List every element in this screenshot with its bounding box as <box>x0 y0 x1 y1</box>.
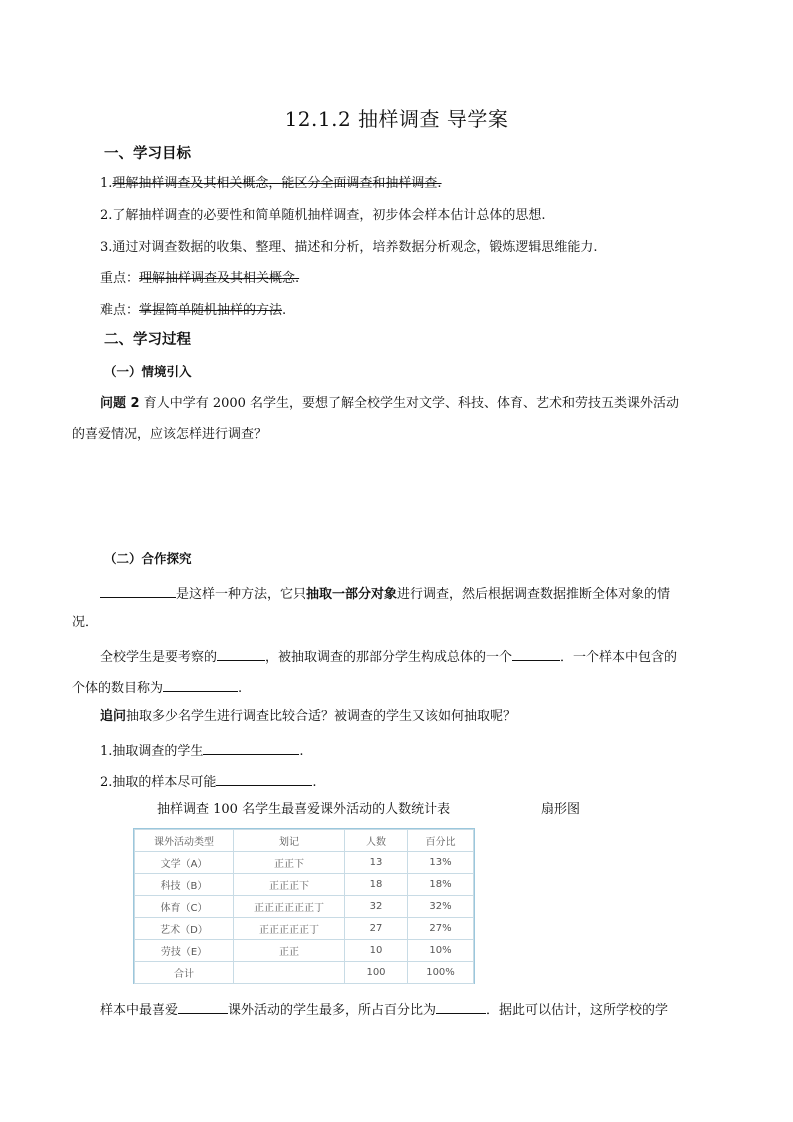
table-header-row <box>135 830 474 852</box>
item-2 <box>100 771 317 792</box>
final-a: 样本中最喜爱 <box>100 1003 179 1018</box>
paragraph-2-line-2 <box>72 677 242 698</box>
table-row <box>135 940 474 962</box>
answer-blank-item-2[interactable] <box>216 771 312 786</box>
statistics-table <box>133 828 475 984</box>
header-activity: 课外活动类型 <box>135 830 234 852</box>
answer-blank-sample-size[interactable] <box>163 677 238 692</box>
final-paragraph <box>100 999 668 1020</box>
cell-activity: 文学（A） <box>135 852 234 874</box>
cell-percent: 10% <box>408 940 474 962</box>
paragraph-1-bold: 抽取一部分对象 <box>306 587 398 602</box>
cell-count: 18 <box>345 874 408 896</box>
cell-tally <box>234 962 345 984</box>
answer-blank-item-1[interactable] <box>203 740 299 755</box>
cell-activity: 科技（B） <box>135 874 234 896</box>
cell-count: 27 <box>345 918 408 940</box>
cell-tally: 正正下 <box>234 852 345 874</box>
follow-up-label: 追问 <box>100 709 127 724</box>
difficulty-text: 掌握简单随机抽样的方法 <box>139 303 283 318</box>
item-2-end: . <box>312 775 317 790</box>
cell-count: 100 <box>345 962 408 984</box>
key-point <box>100 270 299 288</box>
answer-blank-percent[interactable] <box>436 999 486 1014</box>
paragraph-2-c: ．一个样本中包含的 <box>560 650 678 665</box>
cell-tally: 正正 <box>234 940 345 962</box>
goal-2: 2.了解抽样调查的必要性和简单随机抽样调查，初步体会样本估计总体的思想. <box>100 208 546 223</box>
question-2-line-2: 的喜爱情况，应该怎样进行调查？ <box>72 427 268 442</box>
header-tally: 划记 <box>234 830 345 852</box>
follow-up-question <box>100 708 516 726</box>
table-caption: 抽样调查 100 名学生最喜爱课外活动的人数统计表 <box>157 802 451 817</box>
cell-percent: 18% <box>408 874 474 896</box>
cell-tally: 正正正正正丁 <box>234 918 345 940</box>
cell-activity: 艺术（D） <box>135 918 234 940</box>
follow-up-text: 抽取多少名学生进行调查比较合适？被调查的学生又该如何抽取呢？ <box>126 709 517 724</box>
answer-blank-sample[interactable] <box>512 646 560 661</box>
item-1-end: . <box>299 744 304 759</box>
goal-1-text: 理解抽样调查及其相关概念，能区分全面调查和抽样调查. <box>112 176 442 191</box>
section-heading-goals: 一、学习目标 <box>104 146 191 162</box>
cell-count: 10 <box>345 940 408 962</box>
cell-tally: 正正正下 <box>234 874 345 896</box>
cell-activity: 合计 <box>135 962 234 984</box>
cell-activity: 劳技（E） <box>135 940 234 962</box>
cell-count: 32 <box>345 896 408 918</box>
answer-blank-method[interactable] <box>100 583 176 598</box>
difficulty-point <box>100 302 286 320</box>
paragraph-2-a: 全校学生是要考察的 <box>100 650 218 665</box>
cell-activity: 体育（C） <box>135 896 234 918</box>
subheading-explore: （二）合作探究 <box>104 551 192 566</box>
table-row <box>135 874 474 896</box>
final-b: 课外活动的学生最多，所占百分比为 <box>228 1003 437 1018</box>
table-row <box>135 852 474 874</box>
goal-1 <box>100 175 442 193</box>
paragraph-2-b: ，被抽取调查的那部分学生构成总体的一个 <box>265 650 513 665</box>
answer-blank-population[interactable] <box>217 646 265 661</box>
item-2-text: 2.抽取的样本尽可能 <box>100 775 217 790</box>
paragraph-1 <box>100 583 670 604</box>
cell-count: 13 <box>345 852 408 874</box>
question-2-line-1 <box>100 395 679 413</box>
goal-3: 3.通过对调查数据的收集、整理、描述和分析，培养数据分析观念，锻炼逻辑思维能力. <box>100 240 598 255</box>
cell-percent: 27% <box>408 918 474 940</box>
page-title: 12.1.2 抽样调查 导学案 <box>284 107 509 131</box>
paragraph-1-line-2: 况． <box>72 615 99 630</box>
paragraph-2-line-2-a: 个体的数目称为 <box>72 681 164 696</box>
subheading-intro: （一）情境引入 <box>104 364 192 379</box>
paragraph-2 <box>100 646 677 667</box>
item-1-text: 1.抽取调查的学生 <box>100 744 204 759</box>
paragraph-1-mid: 是这样一种方法，它只 <box>176 587 307 602</box>
table-row <box>135 896 474 918</box>
table-total-row <box>135 962 474 984</box>
cell-percent: 32% <box>408 896 474 918</box>
table-row <box>135 918 474 940</box>
cell-tally: 正正正正正正丁 <box>234 896 345 918</box>
item-1 <box>100 740 304 761</box>
paragraph-2-line-2-b: . <box>238 681 243 696</box>
header-count: 人数 <box>345 830 408 852</box>
header-percent: 百分比 <box>408 830 474 852</box>
answer-blank-favorite[interactable] <box>178 999 228 1014</box>
cell-percent: 13% <box>408 852 474 874</box>
final-c: ．据此可以估计，这所学校的学 <box>486 1003 669 1018</box>
pie-chart-caption: 扇形图 <box>541 802 581 817</box>
section-heading-process: 二、学习过程 <box>104 332 191 348</box>
difficulty-label: 难点： <box>100 303 140 318</box>
difficulty-end: . <box>282 303 287 318</box>
key-point-label: 重点： <box>100 271 140 286</box>
question-2-label: 问题 2 <box>100 396 140 411</box>
goal-1-number: 1. <box>100 176 113 191</box>
key-point-text: 理解抽样调查及其相关概念. <box>139 271 300 286</box>
question-2-text: 育人中学有 2000 名学生，要想了解全校学生对文学、科技、体育、艺术和劳技五类课外活动 <box>139 396 680 411</box>
cell-percent: 100% <box>408 962 474 984</box>
paragraph-1-rest: 进行调查，然后根据调查数据推断全体对象的情 <box>397 587 671 602</box>
